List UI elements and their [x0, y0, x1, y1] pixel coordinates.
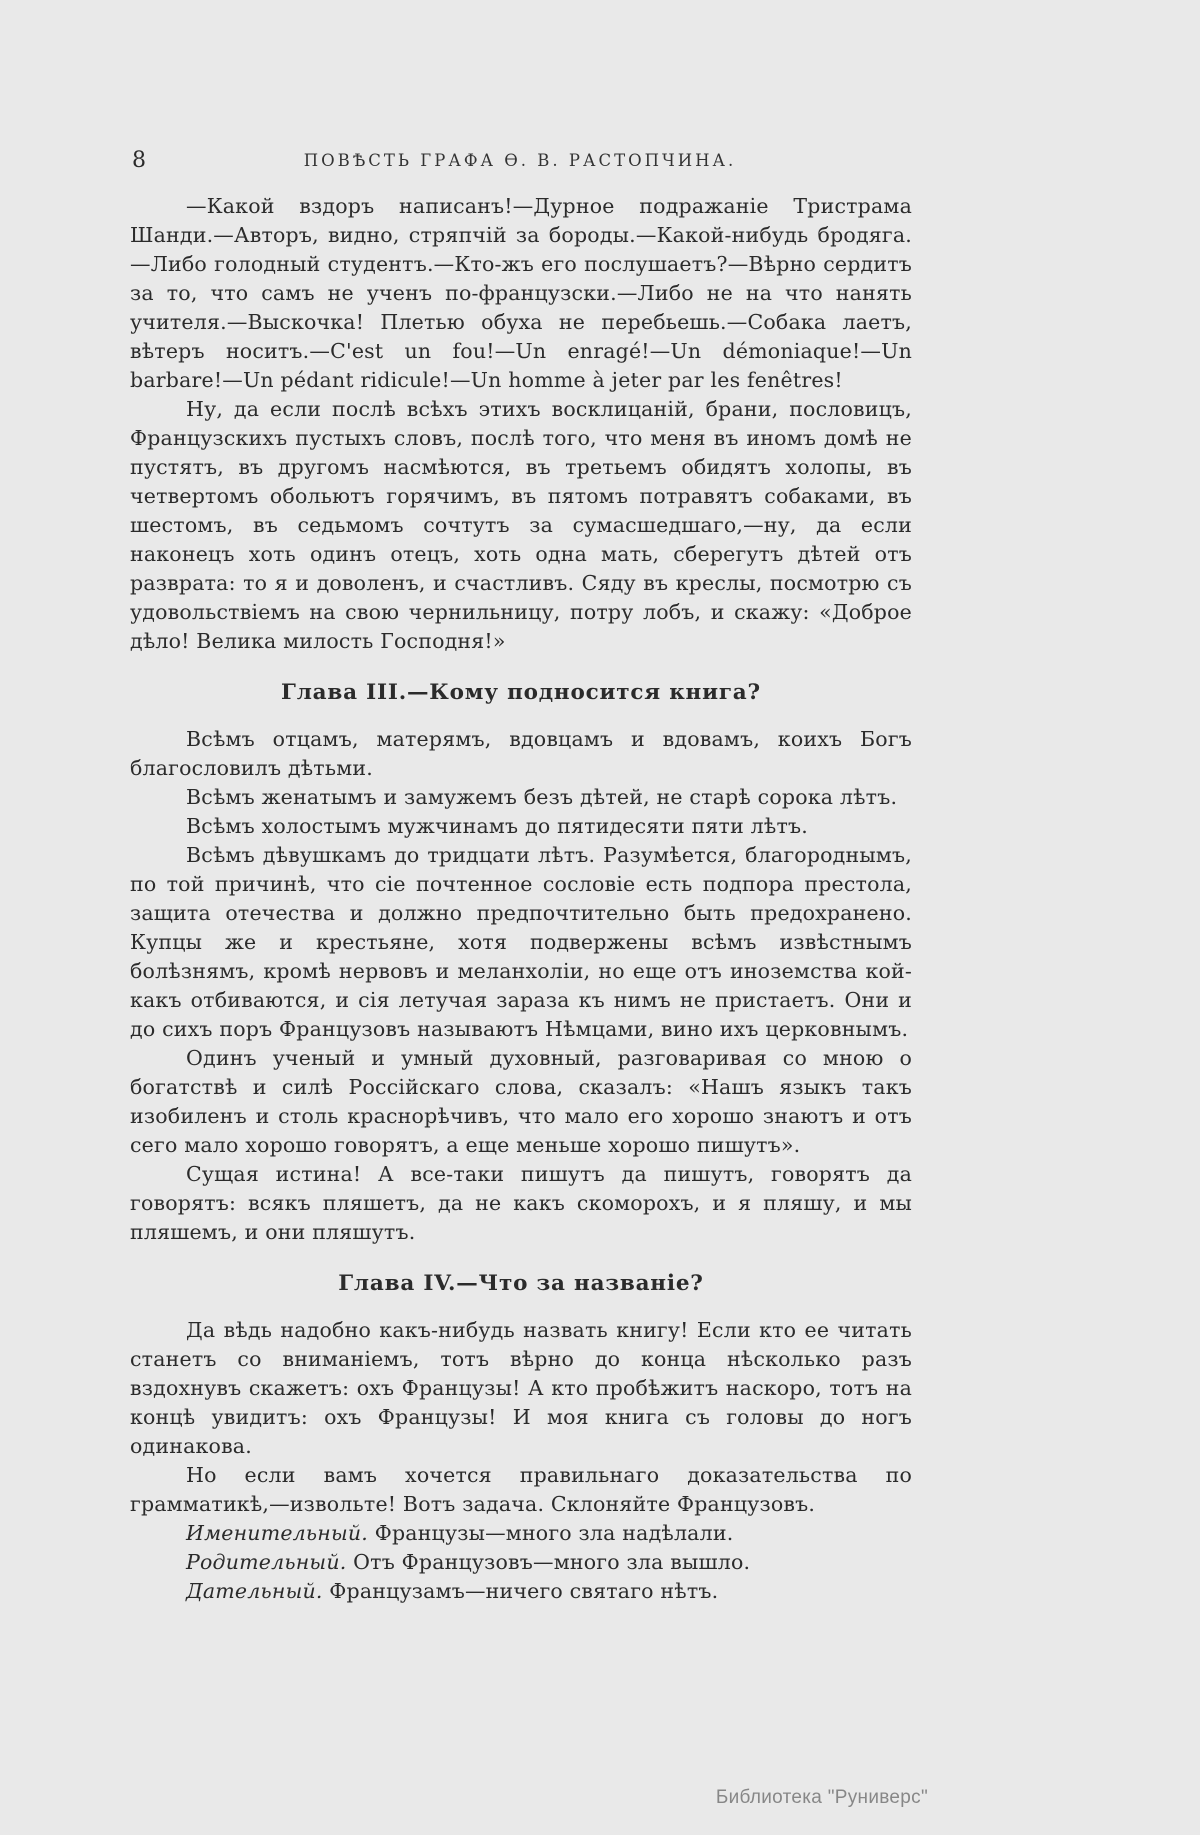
paragraph-declension — [130, 1519, 912, 1548]
case-text: Французы—много зла надѣлали. — [368, 1521, 734, 1545]
paragraph: Да вѣдь надобно какъ-нибудь назвать книгу! Если кто ее читать станетъ со вниманіемъ, тотъ вѣрно до конца нѣсколько разъ вздохнувъ скажетъ: охъ Французы! А кто пробѣжитъ наскоро, тотъ на концѣ увидитъ: охъ Французы! И моя книга съ головы до ногъ одинакова. — [130, 1318, 912, 1458]
paragraph: Всѣмъ холостымъ мужчинамъ до пятидесяти пяти лѣтъ. — [186, 814, 808, 838]
paragraph: Всѣмъ дѣвушкамъ до тридцати лѣтъ. Разумѣется, благороднымъ, по той причинѣ, что сіе почтенное сословіе есть подпора престола, защита отечества и должно предпочтительно быть предохранено. Купцы же и крестьяне, хотя подвержены всѣмъ извѣстнымъ болѣзнямъ, кромѣ нервовъ и меланхоліи, но еще отъ иноземства кой-какъ отбиваются, и сія летучая зараза къ нимъ не пристаетъ. Они и до сихъ поръ Французовъ называютъ Нѣмцами, вино ихъ церковнымъ. — [130, 843, 912, 1041]
case-name: Родительный. — [186, 1550, 347, 1574]
case-text: Французамъ—ничего святаго нѣтъ. — [322, 1579, 719, 1603]
library-watermark: Библиотека "Руниверс" — [715, 1787, 928, 1808]
paragraph: Ну, да если послѣ всѣхъ этихъ восклицаній, брани, пословицъ, Французскихъ пустыхъ словъ, послѣ того, что меня въ иномъ домѣ не пустятъ, въ другомъ насмѣются, въ третьемъ обидятъ холопы, въ четвертомъ обольютъ горячимъ, въ пятомъ потравятъ собаками, въ шестомъ, въ седьмомъ сочтутъ за сумасшедшаго,—ну, да если наконецъ хоть одинъ отецъ, хоть одна мать, сберегутъ дѣтей отъ разврата: то я и доволенъ, и счастливъ. Сяду въ креслы, посмотрю съ удовольствіемъ на свою чернильницу, потру лобъ, и скажу: «Доброе дѣло! Велика милость Господня!» — [130, 397, 912, 653]
page-header — [130, 148, 910, 174]
paragraph-declension — [130, 1577, 912, 1606]
chapter-heading-3: Глава III.—Кому подносится книга? — [281, 680, 761, 705]
paragraph: Всѣмъ отцамъ, матерямъ, вдовцамъ и вдовамъ, коихъ Богъ благословилъ дѣтьми. — [130, 727, 912, 780]
paragraph: Всѣмъ женатымъ и замужемъ безъ дѣтей, не старѣ сорока лѣтъ. — [186, 785, 898, 809]
chapter-heading-4: Глава IV.—Что за названіе? — [338, 1271, 704, 1296]
paragraph: —Какой вздоръ написанъ!—Дурное подражаніе Тристрама Шанди.—Авторъ, видно, стряпчій за бороды.—Какой-нибудь бродяга.—Либо голодный студентъ.—Кто-жъ его послушаетъ?—Вѣрно сердитъ за то, что самъ не ученъ по-французски.—Либо не на что нанять учителя.—Выскочка! Плетью обуха не перебьешь.—Собака лаетъ, вѣтеръ носитъ.—C'est un fou!—Un enragé!—Un démoniaque!—Un barbare!—Un pédant ridicule!—Un homme à jeter par les fenêtres! — [130, 194, 912, 392]
case-text: Отъ Французовъ—много зла вышло. — [346, 1550, 751, 1574]
page-body-text — [130, 192, 912, 1606]
running-title: ПОВѢСТЬ ГРАФА Ѳ. В. РАСТОПЧИНА. — [303, 151, 737, 170]
paragraph: Одинъ ученый и умный духовный, разговаривая со мною о богатствѣ и силѣ Россійскаго слова, сказалъ: «Нашъ языкъ такъ изобиленъ и столь краснорѣчивъ, что мало его хорошо знаютъ и отъ сего мало хорошо говорятъ, а еще меньше хорошо пишутъ». — [130, 1046, 912, 1157]
case-name: Именительный. — [186, 1521, 369, 1545]
paragraph-declension — [130, 1548, 912, 1577]
page-number: 8 — [132, 148, 146, 173]
case-name: Дательный. — [186, 1579, 323, 1603]
paragraph: Сущая истина! А все-таки пишутъ да пишутъ, говорятъ да говорятъ: всякъ пляшетъ, да не какъ скоморохъ, и я пляшу, и мы пляшемъ, и они пляшутъ. — [130, 1162, 912, 1244]
paragraph: Но если вамъ хочется правильнаго доказательства по грамматикѣ,—извольте! Вотъ задача. Склоняйте Французовъ. — [130, 1463, 912, 1516]
